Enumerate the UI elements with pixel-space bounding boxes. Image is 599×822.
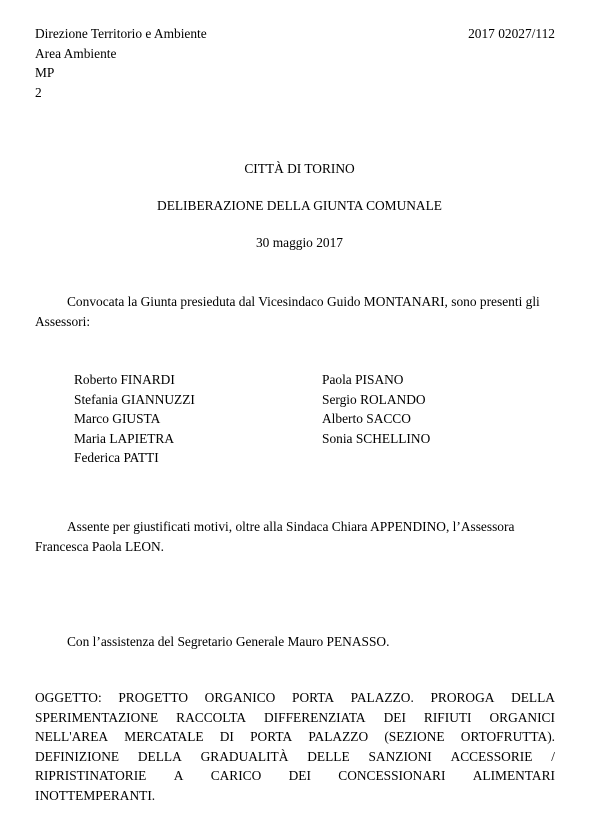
subject-word: MERCATALE <box>124 729 204 744</box>
assessore-name: Paola PISANO <box>322 372 404 387</box>
subject-word: ORGANICO <box>204 690 276 705</box>
subject-word: A <box>173 768 184 783</box>
subject-word: / <box>551 748 555 764</box>
subject-block <box>35 688 555 805</box>
subject-line <box>35 688 555 708</box>
protocol-number: 2017 02027/112 <box>468 26 555 41</box>
subject-word: ALIMENTARI <box>472 768 555 783</box>
subject-word: ORGANICI <box>489 709 555 725</box>
assessore-name: Maria LAPIETRA <box>74 430 175 446</box>
subject-word: DEI <box>288 768 311 783</box>
subject-word: CARICO <box>210 768 262 783</box>
subject-word: SPERIMENTAZIONE <box>35 709 159 725</box>
absent-line-1: Assente per giustificati motivi, oltre alla Sindaca Chiara APPENDINO, l’Assessora <box>67 519 515 534</box>
department-name: Direzione Territorio e Ambiente <box>35 26 207 41</box>
subject-word: DEFINIZIONE <box>35 748 120 764</box>
intro-line-1: Convocata la Giunta presieduta dal Vicesindaco Guido MONTANARI, sono presenti gli <box>67 294 540 309</box>
absent-line-2: Francesca Paola LEON. <box>35 538 165 554</box>
intro-paragraph <box>35 292 555 331</box>
assessore-name: Roberto FINARDI <box>74 372 175 387</box>
subject-line <box>35 766 555 786</box>
intro-line-2: Assessori: <box>35 313 91 329</box>
assistance-line: Con l’assistenza del Segretario Generale Mauro PENASSO. <box>67 634 390 649</box>
assessori-left-column <box>74 370 195 468</box>
subject-word: RIPRISTINATORIE <box>35 768 147 783</box>
subject-word: DI <box>219 729 234 744</box>
subject-word: PALAZZO <box>308 729 369 744</box>
subject-line <box>35 747 555 767</box>
subject-word: (SEZIONE <box>384 729 445 744</box>
subject-word: NELL'AREA <box>35 729 109 744</box>
subject-word: DELLA <box>137 748 182 764</box>
area-name: Area Ambiente <box>35 45 117 61</box>
subject-word: PROGETTO <box>118 690 189 705</box>
assessore-name: Sergio ROLANDO <box>322 391 426 407</box>
absent-paragraph <box>35 517 555 556</box>
subject-last-line: INOTTEMPERANTI. <box>35 787 156 803</box>
subject-word: DELLE <box>307 748 350 764</box>
subject-word: DIFFERENZIATA <box>264 709 366 725</box>
subject-word: PORTA <box>250 729 293 744</box>
subject-word: CONCESSIONARI <box>338 768 446 783</box>
subject-word: ACCESSORIE <box>450 748 533 764</box>
subject-word: PORTA <box>292 690 335 705</box>
subject-line <box>35 708 555 728</box>
subject-word: OGGETTO: <box>35 690 102 705</box>
subject-word: DEI <box>383 709 406 725</box>
assessore-name: Stefania GIANNUZZI <box>74 391 195 407</box>
subject-word: DELLA <box>511 690 555 705</box>
subject-word: GRADUALITÀ <box>200 748 289 764</box>
document-title: DELIBERAZIONE DELLA GIUNTA COMUNALE <box>157 198 442 213</box>
subject-word: RACCOLTA <box>176 709 247 725</box>
assessore-name: Federica PATTI <box>74 450 159 466</box>
subject-word: RIFIUTI <box>423 709 472 725</box>
assessore-name: Sonia SCHELLINO <box>322 430 431 446</box>
initials: MP <box>35 65 55 80</box>
assessore-name: Marco GIUSTA <box>74 411 161 427</box>
subject-word: PROROGA <box>430 690 495 705</box>
subject-word: ORTOFRUTTA). <box>460 729 555 744</box>
page-number: 2 <box>35 84 42 100</box>
city-title: CITTÀ DI TORINO <box>244 161 355 176</box>
assessori-right-column <box>322 370 430 448</box>
subject-word: SANZIONI <box>368 748 432 764</box>
subject-line <box>35 727 555 747</box>
header-block <box>35 24 207 102</box>
subject-word: PALAZZO. <box>350 690 414 705</box>
assistance-paragraph <box>35 632 555 652</box>
document-date: 30 maggio 2017 <box>255 235 344 250</box>
assessore-name: Alberto SACCO <box>322 411 411 427</box>
